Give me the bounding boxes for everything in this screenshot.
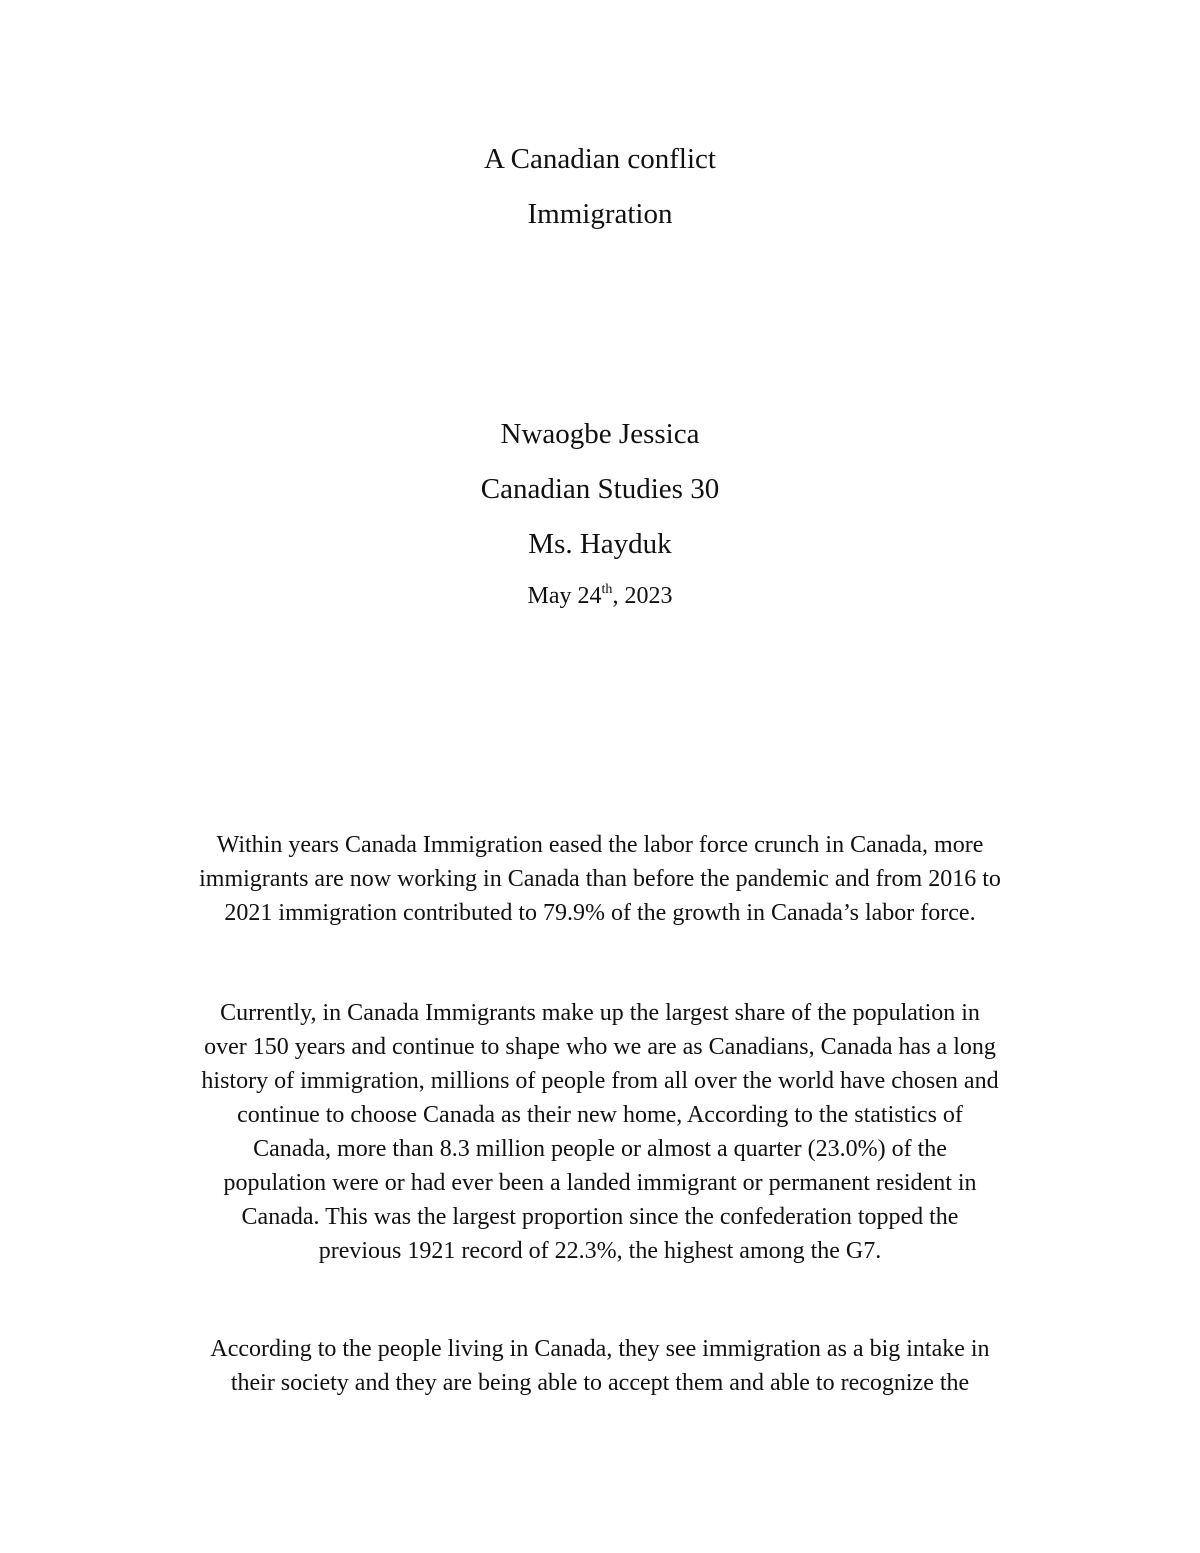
body-paragraph-2 <box>120 996 1080 1268</box>
paragraph-line: history of immigration, millions of people from all over the world have chosen and <box>201 1068 999 1094</box>
date-ordinal-suffix: th <box>601 582 613 597</box>
paragraph-line: population were or had ever been a landed immigrant or permanent resident in <box>223 1170 977 1196</box>
paragraph-line: their society and they are being able to accept them and able to recognize the <box>230 1370 970 1396</box>
document-subtitle: Immigration <box>527 198 673 230</box>
paragraph-line: immigrants are now working in Canada than before the pandemic and from 2016 to <box>199 866 1001 892</box>
body-paragraph-3 <box>120 1332 1080 1400</box>
paragraph-line: 2021 immigration contributed to 79.9% of the growth in Canada’s labor force. <box>224 900 976 926</box>
body-paragraph-1 <box>120 828 1080 930</box>
paragraph-line: previous 1921 record of 22.3%, the highest among the G7. <box>318 1238 882 1264</box>
paragraph-line: Canada. This was the largest proportion since the confederation topped the <box>241 1204 959 1230</box>
course-name: Canadian Studies 30 <box>480 473 720 505</box>
document-title: A Canadian conflict <box>484 143 716 175</box>
date-month-day: May 24 <box>527 583 602 609</box>
teacher-name: Ms. Hayduk <box>528 528 672 560</box>
author-name: Nwaogbe Jessica <box>500 418 700 450</box>
date-year: , 2023 <box>612 583 673 609</box>
paragraph-line: continue to choose Canada as their new home, According to the statistics of <box>237 1102 963 1128</box>
submission-date <box>0 580 1200 612</box>
paragraph-line: According to the people living in Canada, they see immigration as a big intake in <box>210 1336 990 1362</box>
paragraph-line: over 150 years and continue to shape who we are as Canadians, Canada has a long <box>204 1034 996 1060</box>
paragraph-line: Currently, in Canada Immigrants make up the largest share of the population in <box>220 1000 980 1026</box>
paragraph-line: Within years Canada Immigration eased the labor force crunch in Canada, more <box>216 832 984 858</box>
paragraph-line: Canada, more than 8.3 million people or almost a quarter (23.0%) of the <box>253 1136 947 1162</box>
